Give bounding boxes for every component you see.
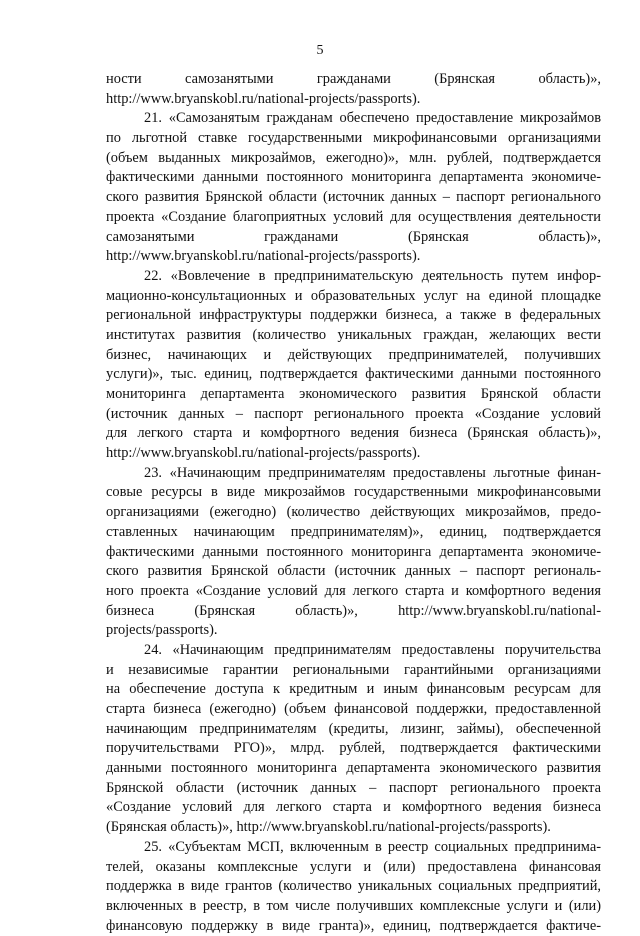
page-number: 5 [316,43,324,58]
paragraph-first-line: 23. «Начинающим предпринимателям предоставлены льготные финан- [144,464,601,481]
text-line: бизнеса (Брянская область)», http://www.bryanskobl.ru/national- [106,602,601,619]
text-line: региональной инфраструктуры поддержки бизнеса, а также в федеральных [106,307,601,324]
text-line: ставленных начинающим предпринимателям)», единиц, подтверждается [106,523,601,540]
text-line: телей, оказаны комплексные услуги и (или) предоставлена финансовая [106,858,601,875]
text-line: самозанятыми гражданами (Брянская область)», [106,228,601,245]
text-line: совые ресурсы в виде микрозаймов государственными микрофинансовыми [106,484,601,501]
text-line: поручительствами РГО)», млрд. рублей, подтверждается фактическими [106,740,601,757]
document-body [106,70,601,936]
text-line: институтах развития (количество уникальных граждан, желающих вести [106,326,601,343]
text-line: и независимые гарантии региональными гарантийными организациями [106,661,601,678]
text-line: финансовую поддержку в виде гранта)», единиц, подтверждается фактиче- [106,917,601,934]
paragraph-first-line: 21. «Самозанятым гражданам обеспечено предоставление микрозаймов [144,110,601,127]
text-line: мационно-консультационных и образовательных услуг на единой площадке [106,287,601,304]
text-line: http://www.bryanskobl.ru/national-projects/passports). [106,90,421,107]
text-line: http://www.bryanskobl.ru/national-projects/passports). [106,445,421,462]
text-line: ности самозанятыми гражданами (Брянская область)», [106,71,601,87]
text-line: на обеспечение доступа к кредитным и иным финансовым ресурсам для [106,681,601,698]
text-line: ского развития Брянской области (источник данных – паспорт регионального [106,189,601,206]
text-line: для легкого старта и комфортного ведения бизнеса (Брянская область)», [106,425,601,442]
text-line: projects/passports). [106,622,218,639]
text-line: старта бизнеса (ежегодно) (объем финансовой поддержки, предоставленной [106,701,601,717]
text-line: http://www.bryanskobl.ru/national-projects/passports). [106,248,421,265]
text-line: мониторинга департамента экономического развития Брянской области [106,386,601,402]
text-line: услуги)», тыс. единиц, подтверждается фактическими данными постоянного [106,366,601,383]
text-line: данными постоянного мониторинга департамента экономического развития [106,760,601,777]
text-line: проекта «Создание благоприятных условий для осуществления деятельности [106,208,601,225]
text-line: Брянской области (источник данных – паспорт регионального проекта [106,779,601,796]
text-line: фактическими данными постоянного мониторинга департамента экономиче- [106,543,601,560]
text-line: (источник данных – паспорт регионального проекта «Создание условий [106,405,601,422]
text-line: (объем выданных микрозаймов, ежегодно)», млн. рублей, подтверждается [106,149,601,166]
text-line: бизнес, начинающих и действующих предпринимателей, получивших [106,346,601,363]
text-line: организациями (ежегодно) (количество действующих микрозаймов, предо- [106,504,601,521]
text-line: поддержка в виде грантов (количество уникальных социальных предприятий, [106,878,601,895]
paragraph-first-line: 22. «Вовлечение в предпринимательскую деятельность путем инфор- [144,267,601,284]
text-line: (Брянская область)», http://www.bryanskobl.ru/national-projects/passports). [106,819,551,836]
text-line: ного проекта «Создание условий для легкого старта и комфортного ведения [106,582,601,599]
paragraph-first-line: 24. «Начинающим предпринимателям предоставлены поручительства [144,641,601,658]
text-line: включенных в реестр, в том числе получивших комплексные услуги и (или) [106,897,601,914]
paragraph-first-line: 25. «Субъектам МСП, включенным в реестр социальных предпринима- [144,838,601,855]
text-line: фактическими данными постоянного мониторинга департамента экономиче- [106,169,601,186]
text-line: начинающим предпринимателям (кредиты, лизинг, займы), обеспеченной [106,720,601,737]
text-line: ского развития Брянской области (источник данных – паспорт региональ- [106,563,601,580]
text-line: «Создание условий для легкого старта и комфортного ведения бизнеса [106,799,601,816]
text-line: по льготной ставке государственными микрофинансовыми организациями [106,130,601,147]
